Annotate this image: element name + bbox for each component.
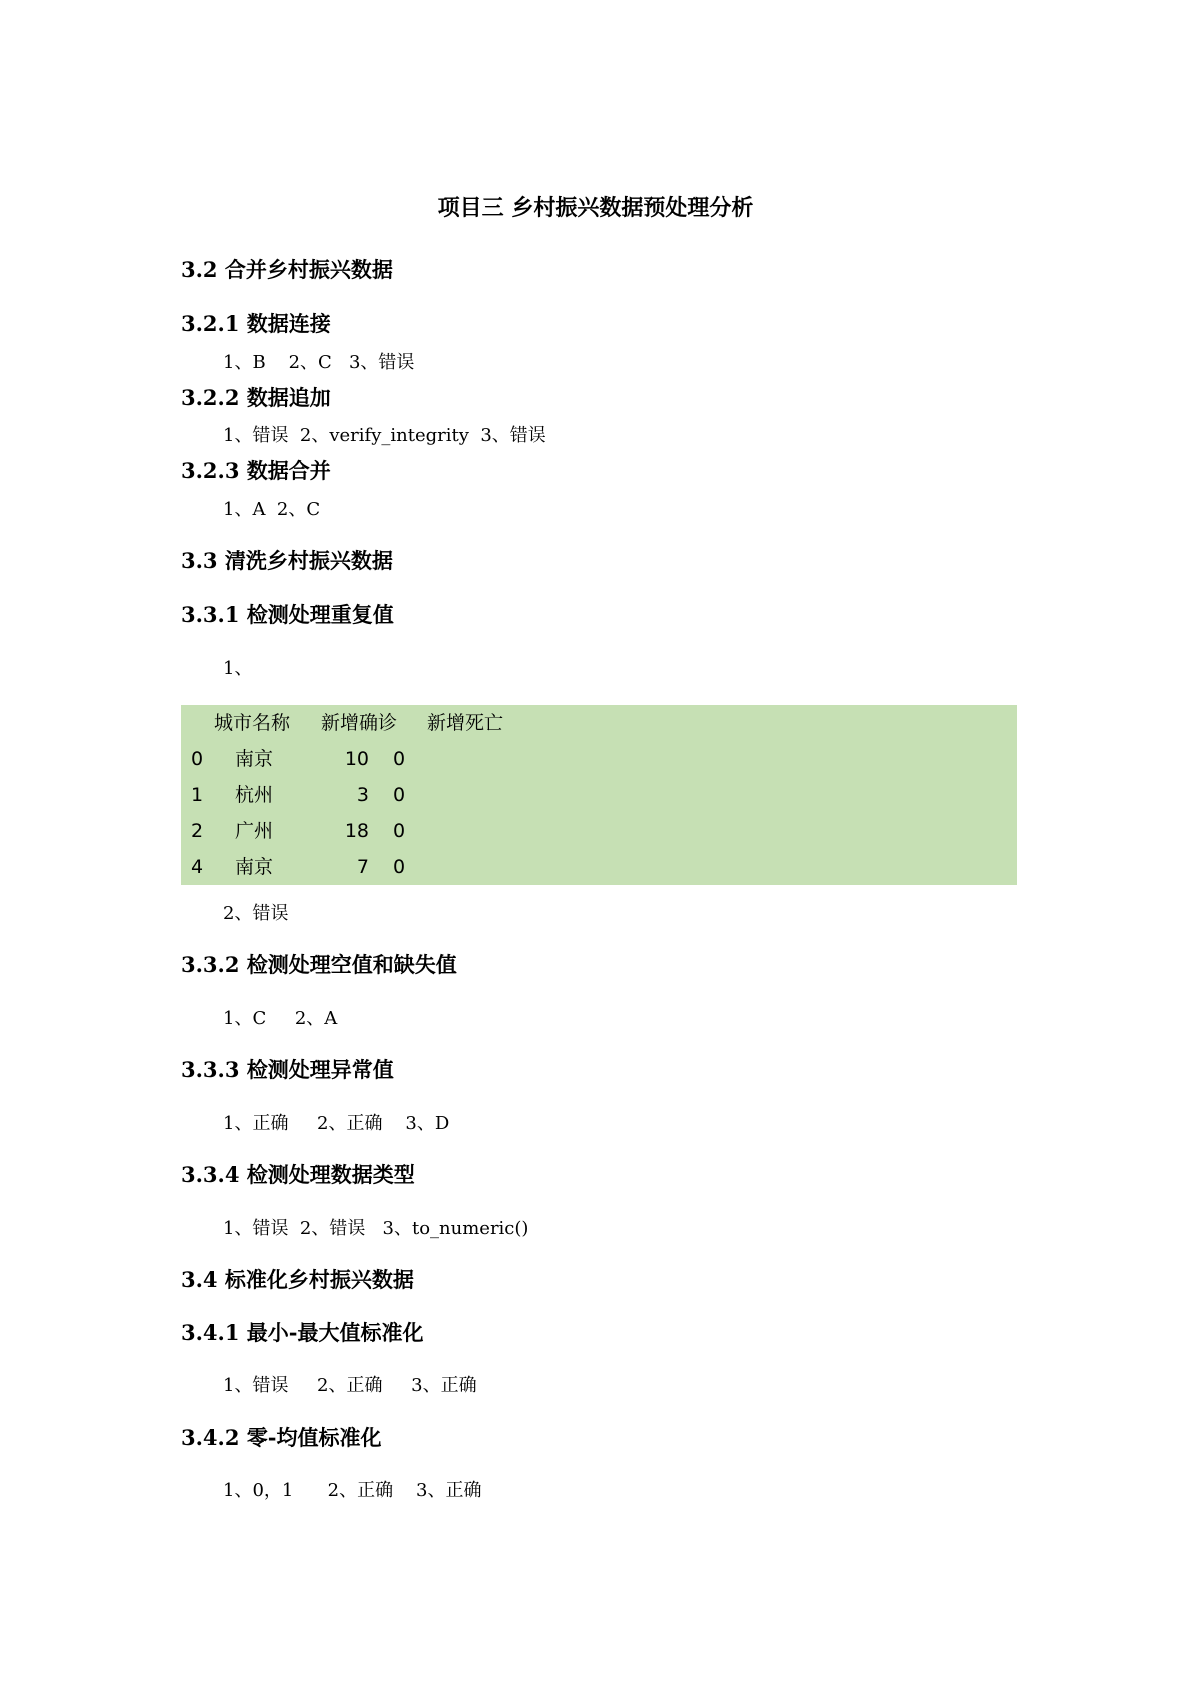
section-heading-3-3-3: 3.3.3 检测处理异常值 [181,1057,394,1082]
answer-3-3-1-prefix: 1、 [223,658,253,679]
section-heading-3-4: 3.4 标准化乡村振兴数据 [181,1267,414,1292]
row-city: 南京 [235,856,274,878]
row-index: 2 [191,820,204,842]
section-heading-3-2-1: 3.2.1 数据连接 [181,311,331,336]
row-confirmed: 3 [356,784,369,806]
row-confirmed: 10 [344,748,369,770]
answer-3-2-2: 1、错误 2、verify_integrity 3、错误 [223,425,546,446]
row-deaths: 0 [393,748,406,770]
section-heading-3-2-3: 3.2.3 数据合并 [181,458,331,483]
row-city: 广州 [235,820,274,842]
answer-3-4-2: 1、0，1 2、正确 3、正确 [223,1480,482,1501]
column-header-confirmed: 新增确诊 [321,712,398,734]
section-heading-3-3-4: 3.3.4 检测处理数据类型 [181,1162,415,1187]
row-deaths: 0 [393,856,406,878]
answer-3-3-4: 1、错误 2、错误 3、to_numeric() [223,1218,529,1239]
answer-3-2-3: 1、A 2、C [223,499,321,520]
row-index: 1 [191,784,204,806]
row-confirmed: 18 [344,820,369,842]
section-heading-3-4-1: 3.4.1 最小-最大值标准化 [181,1320,424,1345]
row-deaths: 0 [393,820,406,842]
dataframe-output-block [181,705,1017,885]
section-heading-3-3-2: 3.3.2 检测处理空值和缺失值 [181,952,457,977]
section-heading-3-2: 3.2 合并乡村振兴数据 [181,257,393,282]
row-city: 杭州 [235,784,274,806]
answer-3-4-1: 1、错误 2、正确 3、正确 [223,1375,477,1396]
section-heading-3-2-2: 3.2.2 数据追加 [181,385,331,410]
answer-3-3-3: 1、正确 2、正确 3、D [223,1113,450,1134]
section-heading-3-3: 3.3 清洗乡村振兴数据 [181,548,393,573]
section-heading-3-4-2: 3.4.2 零-均值标准化 [181,1425,382,1450]
answer-3-3-2: 1、C 2、A [223,1008,338,1029]
row-city: 南京 [235,748,274,770]
answer-3-3-1-second: 2、错误 [223,903,289,924]
row-confirmed: 7 [356,856,369,878]
row-index: 4 [191,856,204,878]
row-index: 0 [191,748,204,770]
column-header-city: 城市名称 [214,712,291,734]
answer-3-2-1: 1、B 2、C 3、错误 [223,352,415,373]
column-header-deaths: 新增死亡 [427,712,504,734]
row-deaths: 0 [393,784,406,806]
document-title: 项目三 乡村振兴数据预处理分析 [437,195,754,221]
section-heading-3-3-1: 3.3.1 检测处理重复值 [181,602,394,627]
